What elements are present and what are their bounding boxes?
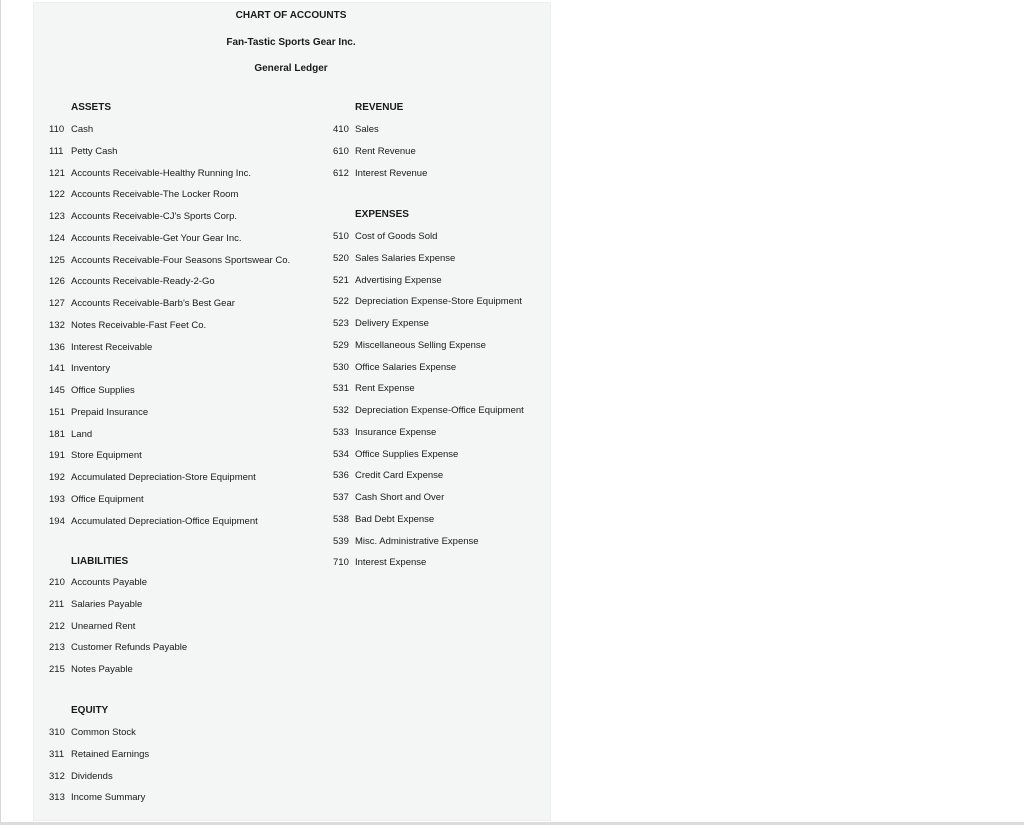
account-number: 111 — [49, 145, 64, 157]
account-name: Common Stock — [71, 727, 136, 738]
account-name: Sales Salaries Expense — [355, 252, 456, 264]
account-row — [333, 318, 429, 330]
account-row — [333, 296, 522, 308]
account-name: Accounts Receivable-Healthy Running Inc. — [71, 167, 252, 179]
account-number: 520 — [333, 252, 349, 264]
account-name: Office Equipment — [71, 493, 144, 505]
account-name: Sales — [355, 124, 379, 135]
account-name: Interest Revenue — [355, 167, 428, 179]
account-row — [49, 298, 235, 310]
account-number: 529 — [333, 339, 349, 351]
account-number: 127 — [49, 298, 65, 309]
account-number: 213 — [49, 642, 65, 654]
account-row — [333, 146, 416, 158]
account-name: Accounts Receivable-Four Seasons Sportswear Co. — [71, 254, 291, 266]
account-name: Prepaid Insurance — [71, 406, 149, 418]
account-row — [333, 405, 524, 417]
account-row — [333, 168, 427, 180]
account-name: Rent Expense — [355, 383, 415, 395]
account-number: 181 — [49, 428, 65, 440]
account-number: 121 — [49, 167, 65, 179]
account-number: 132 — [49, 319, 65, 331]
account-name: Depreciation Expense-Office Equipment — [355, 405, 524, 416]
account-name: Unearned Rent — [71, 620, 136, 632]
account-row — [333, 470, 443, 482]
account-row — [333, 231, 437, 243]
account-number: 141 — [49, 363, 65, 375]
account-number: 312 — [49, 770, 65, 782]
account-name: Misc. Administrative Expense — [355, 535, 479, 547]
account-row — [333, 362, 456, 374]
account-name: Miscellaneous Selling Expense — [355, 339, 486, 351]
account-number: 193 — [49, 493, 65, 505]
account-row — [49, 211, 237, 223]
account-number: 538 — [333, 513, 349, 525]
account-name: Accounts Receivable-The Locker Room — [71, 189, 239, 201]
account-number: 530 — [333, 361, 349, 373]
account-row — [333, 340, 486, 352]
expenses-heading: EXPENSES — [355, 209, 409, 220]
liabilities-heading: LIABILITIES — [71, 556, 129, 567]
account-number: 136 — [49, 341, 65, 353]
account-number: 192 — [49, 472, 65, 483]
equity-heading: EQUITY — [71, 705, 109, 716]
ledger-subtitle: General Ledger — [254, 63, 328, 74]
account-row — [49, 146, 117, 158]
account-number: 194 — [49, 515, 65, 527]
account-number: 311 — [49, 748, 65, 760]
account-row — [49, 664, 133, 676]
account-name: Cash Short and Over — [355, 492, 445, 503]
account-number: 534 — [333, 448, 349, 460]
account-name: Accumulated Depreciation-Store Equipment — [71, 472, 256, 483]
account-name: Retained Earnings — [71, 748, 150, 760]
page-title: CHART OF ACCOUNTS — [235, 10, 347, 21]
account-name: Accumulated Depreciation-Office Equipment — [71, 515, 258, 527]
account-name: Insurance Expense — [355, 426, 437, 438]
account-row — [333, 427, 436, 439]
account-name: Bad Debt Expense — [355, 513, 435, 525]
account-number: 539 — [333, 535, 349, 547]
account-name: Salaries Payable — [71, 598, 143, 610]
account-name: Income Summary — [71, 792, 146, 804]
account-number: 124 — [49, 232, 65, 244]
account-row — [49, 450, 142, 462]
account-number: 122 — [49, 189, 65, 201]
account-row — [333, 557, 426, 569]
account-name: Petty Cash — [71, 145, 118, 157]
account-name: Interest Receivable — [71, 341, 153, 353]
account-name: Accounts Receivable-Get Your Gear Inc. — [71, 232, 242, 244]
account-name: Notes Payable — [71, 664, 133, 675]
account-name: Dividends — [71, 770, 113, 782]
account-number: 531 — [333, 383, 349, 395]
account-name: Inventory — [71, 363, 111, 375]
account-name: Customer Refunds Payable — [71, 642, 188, 654]
account-name: Rent Revenue — [355, 145, 416, 157]
account-number: 523 — [333, 318, 349, 329]
account-number: 310 — [49, 727, 65, 738]
account-number: 521 — [333, 274, 349, 286]
account-number: 510 — [333, 231, 349, 242]
account-number: 212 — [49, 620, 65, 632]
account-name: Cash — [71, 124, 94, 135]
account-number: 191 — [49, 450, 65, 462]
account-row — [49, 385, 135, 397]
left-border — [0, 0, 1, 822]
account-row — [333, 253, 455, 265]
account-name: Cost of Goods Sold — [355, 231, 438, 242]
bottom-border — [0, 822, 1024, 825]
account-row — [49, 168, 251, 180]
account-number: 126 — [49, 276, 65, 288]
account-row — [49, 621, 135, 633]
account-number: 211 — [49, 598, 65, 610]
account-name: Accounts Payable — [71, 577, 148, 588]
account-number: 110 — [49, 124, 65, 135]
account-row — [49, 189, 238, 201]
account-name: Notes Receivable-Fast Feet Co. — [71, 319, 207, 331]
account-row — [333, 449, 458, 461]
account-number: 522 — [333, 296, 349, 308]
account-row — [333, 492, 444, 504]
account-number: 145 — [49, 385, 65, 396]
account-row — [49, 494, 144, 506]
account-number: 215 — [49, 664, 65, 675]
account-name: Accounts Receivable-CJ's Sports Corp. — [71, 211, 238, 222]
account-row — [333, 536, 479, 548]
account-name: Depreciation Expense-Store Equipment — [355, 296, 522, 308]
account-number: 410 — [333, 124, 349, 135]
account-row — [49, 577, 147, 589]
account-number: 151 — [49, 406, 65, 418]
account-name: Accounts Receivable-Barb's Best Gear — [71, 298, 235, 309]
account-row — [49, 749, 149, 761]
account-row — [49, 320, 206, 332]
account-number: 533 — [333, 426, 349, 438]
account-number: 123 — [49, 211, 65, 222]
company-name: Fan-Tastic Sports Gear Inc. — [226, 37, 356, 48]
account-name: Office Salaries Expense — [355, 361, 457, 373]
account-number: 710 — [333, 557, 349, 569]
account-row — [49, 429, 92, 441]
account-number: 210 — [49, 577, 65, 588]
account-name: Land — [71, 428, 93, 440]
account-name: Store Equipment — [71, 450, 142, 462]
account-name: Interest Expense — [355, 557, 427, 569]
account-row — [49, 516, 258, 528]
account-row — [49, 792, 145, 804]
account-name: Delivery Expense — [355, 318, 429, 329]
account-row — [49, 276, 215, 288]
account-row — [49, 472, 256, 484]
account-name: Office Supplies — [71, 385, 135, 396]
account-row — [49, 233, 242, 245]
assets-heading: ASSETS — [71, 102, 112, 113]
account-row — [49, 771, 113, 783]
account-row — [49, 642, 187, 654]
account-number: 612 — [333, 167, 349, 179]
account-name: Office Supplies Expense — [355, 448, 459, 460]
account-row — [333, 514, 434, 526]
account-row — [49, 599, 142, 611]
account-row — [49, 727, 136, 739]
account-name: Advertising Expense — [355, 274, 442, 286]
revenue-heading: REVENUE — [355, 102, 404, 113]
account-number: 536 — [333, 470, 349, 482]
account-name: Credit Card Expense — [355, 470, 444, 482]
account-row — [333, 383, 415, 395]
account-number: 532 — [333, 405, 349, 416]
account-number: 537 — [333, 492, 349, 503]
account-row — [49, 342, 152, 354]
account-name: Accounts Receivable-Ready-2-Go — [71, 276, 215, 288]
account-row — [49, 124, 93, 136]
account-number: 125 — [49, 254, 65, 266]
account-number: 313 — [49, 792, 65, 804]
account-row — [49, 363, 110, 375]
account-row — [49, 407, 148, 419]
account-row — [333, 275, 442, 287]
account-number: 610 — [333, 145, 349, 157]
account-row — [49, 255, 290, 267]
account-row — [333, 124, 379, 136]
